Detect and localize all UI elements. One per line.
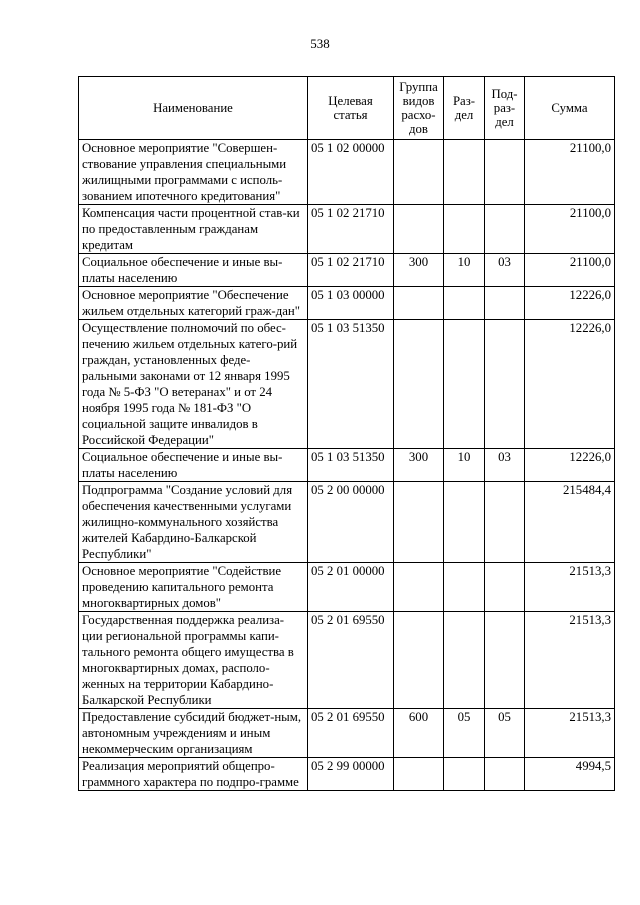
cell-target: 05 1 03 00000 (308, 287, 394, 320)
cell-target: 05 1 03 51350 (308, 320, 394, 449)
cell-name: Государственная поддержка реализа-ции региональной программы капи-тального ремонта общего имущества в многоквартирных домах, располо-женных на территории Кабардино-Балкарской Республики (79, 612, 308, 709)
table-header-row (79, 77, 615, 140)
cell-sum: 21513,3 (525, 709, 615, 758)
cell-section (444, 205, 485, 254)
cell-sum: 21100,0 (525, 254, 615, 287)
cell-group: 600 (394, 709, 444, 758)
cell-group (394, 205, 444, 254)
cell-subsection (485, 287, 525, 320)
cell-target: 05 1 02 00000 (308, 140, 394, 205)
cell-group (394, 140, 444, 205)
cell-sum: 21100,0 (525, 205, 615, 254)
table-row (79, 320, 615, 449)
cell-section: 10 (444, 449, 485, 482)
cell-subsection (485, 320, 525, 449)
cell-subsection: 03 (485, 254, 525, 287)
cell-group (394, 612, 444, 709)
cell-target: 05 2 99 00000 (308, 758, 394, 791)
cell-group (394, 758, 444, 791)
cell-sum: 21100,0 (525, 140, 615, 205)
cell-subsection (485, 140, 525, 205)
page-number: 538 (310, 36, 330, 51)
cell-target: 05 2 01 00000 (308, 563, 394, 612)
cell-group (394, 287, 444, 320)
cell-name: Социальное обеспечение и иные вы-платы населению (79, 449, 308, 482)
cell-section (444, 758, 485, 791)
cell-sum: 12226,0 (525, 287, 615, 320)
cell-section (444, 482, 485, 563)
cell-name: Основное мероприятие "Совершен-ствование управления специальными жилищными программами с исполь-зованием ипотечного кредитования" (79, 140, 308, 205)
cell-name: Предоставление субсидий бюджет-ным, автономным учреждениям и иным некоммерческим организациям (79, 709, 308, 758)
cell-section (444, 140, 485, 205)
cell-target: 05 2 01 69550 (308, 612, 394, 709)
cell-target: 05 1 02 21710 (308, 254, 394, 287)
cell-target: 05 2 01 69550 (308, 709, 394, 758)
cell-subsection (485, 758, 525, 791)
header-subsection: Под-раз-дел (485, 77, 525, 140)
table-row (79, 254, 615, 287)
cell-group (394, 320, 444, 449)
cell-subsection (485, 482, 525, 563)
cell-subsection (485, 205, 525, 254)
table-row (79, 709, 615, 758)
cell-sum: 21513,3 (525, 612, 615, 709)
cell-subsection: 03 (485, 449, 525, 482)
cell-name: Компенсация части процентной став-ки по предоставленным гражданам кредитам (79, 205, 308, 254)
header-group: Группа видов расхо-дов (394, 77, 444, 140)
cell-name: Основное мероприятие "Содействие проведению капитального ремонта многоквартирных домов" (79, 563, 308, 612)
budget-table (78, 76, 615, 791)
header-sum: Сумма (525, 77, 615, 140)
cell-name: Социальное обеспечение и иные вы-платы населению (79, 254, 308, 287)
cell-section: 05 (444, 709, 485, 758)
table-row (79, 205, 615, 254)
cell-sum: 12226,0 (525, 449, 615, 482)
header-section: Раз-дел (444, 77, 485, 140)
header-target: Целевая статья (308, 77, 394, 140)
cell-group (394, 563, 444, 612)
cell-sum: 12226,0 (525, 320, 615, 449)
cell-section (444, 320, 485, 449)
cell-name: Осуществление полномочий по обес-печению жильем отдельных катего-рий граждан, установленных феде-ральными законами от 12 января 1995 года № 5-ФЗ "О ветеранах" и от 24 ноября 1995 года № 181-ФЗ "О социальной защите инвалидов в Российской Федерации" (79, 320, 308, 449)
cell-section (444, 563, 485, 612)
cell-section: 10 (444, 254, 485, 287)
table-row (79, 758, 615, 791)
cell-group: 300 (394, 254, 444, 287)
table-row (79, 612, 615, 709)
cell-section (444, 612, 485, 709)
cell-section (444, 287, 485, 320)
cell-sum: 4994,5 (525, 758, 615, 791)
table-row (79, 140, 615, 205)
cell-name: Подпрограмма "Создание условий для обеспечения качественными услугами жилищно-коммунального хозяйства жителей Кабардино-Балкарской Республики" (79, 482, 308, 563)
table-row (79, 563, 615, 612)
header-name: Наименование (79, 77, 308, 140)
cell-name: Реализация мероприятий общепро-граммного характера по подпро-грамме (79, 758, 308, 791)
table-row (79, 482, 615, 563)
cell-subsection (485, 612, 525, 709)
cell-subsection: 05 (485, 709, 525, 758)
cell-sum: 215484,4 (525, 482, 615, 563)
cell-target: 05 2 00 00000 (308, 482, 394, 563)
cell-target: 05 1 03 51350 (308, 449, 394, 482)
cell-sum: 21513,3 (525, 563, 615, 612)
cell-target: 05 1 02 21710 (308, 205, 394, 254)
cell-group (394, 482, 444, 563)
table-row (79, 287, 615, 320)
table-row (79, 449, 615, 482)
cell-group: 300 (394, 449, 444, 482)
cell-name: Основное мероприятие "Обеспечение жильем отдельных категорий граж-дан" (79, 287, 308, 320)
cell-subsection (485, 563, 525, 612)
